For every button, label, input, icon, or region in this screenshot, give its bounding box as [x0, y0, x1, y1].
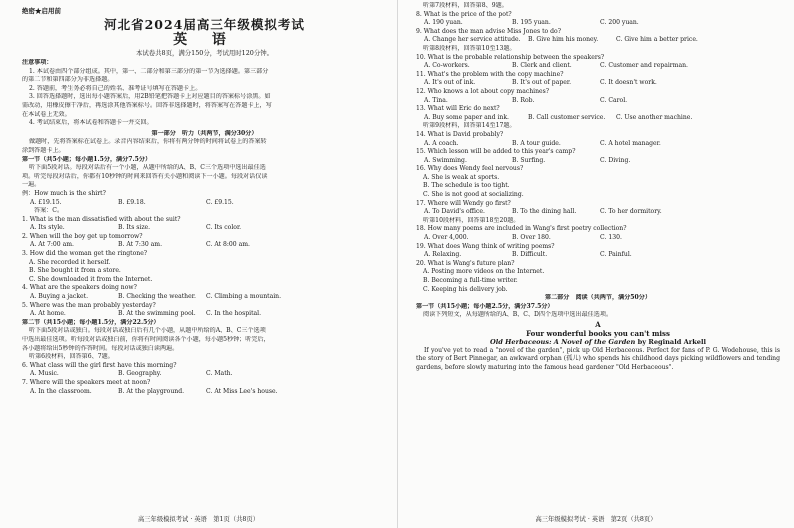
question-16: 16. Why does Wendy feel nervous? — [416, 165, 524, 173]
question-3: 3. How did the woman get the ringtone? — [22, 250, 148, 258]
option: B. To the dining hall. — [512, 208, 577, 216]
question-10: 10. What is the probable relationship between the speakers? — [416, 53, 605, 61]
question-6: 6. What class will the girl first have this morning? — [22, 361, 177, 369]
option: A. Co-workers. — [424, 62, 470, 70]
question-12-options — [416, 97, 780, 106]
option: B. At the playground. — [118, 387, 185, 395]
passage-subtitle — [416, 338, 780, 347]
option: C. At Miss Lee's house. — [206, 387, 278, 395]
option: B. Geography. — [118, 370, 162, 378]
question-2: 2. When will the boy get up tomorrow? — [22, 232, 143, 240]
option: C. 130. — [600, 234, 622, 242]
option: C. She is not good at socializing. — [423, 191, 524, 199]
page-two — [397, 0, 794, 528]
question-17: 17. Where will Wendy go first? — [416, 199, 511, 207]
note-line: 4. 考试结束后，将本试卷和答题卡一并交回。 — [29, 119, 153, 127]
option: A. Tina. — [424, 96, 448, 104]
option: C. 200 yuan. — [600, 19, 639, 27]
option: A. Posting more videos on the Internet. — [423, 268, 545, 276]
example-question — [22, 190, 387, 199]
question-13: 13. What will Eric do next? — [416, 105, 500, 113]
page-footer: 高三年级模拟考试 · 英语 第1页（共8页） — [137, 516, 260, 523]
section2-intro-line: 中选出最佳选项。听每段对话或独白前，你将有时间阅读各个小题，每小题5秒钟；听完后， — [22, 336, 270, 343]
page-footer: 高三年级模拟考试 · 英语 第2页（共8页） — [535, 516, 657, 523]
option: B. Checking the weather. — [118, 293, 196, 301]
passage-paragraph: If you've yet to read a "novel of the garden", pick up Old Herbaceous. Perfect for fans of P. G. Wodehouse, this is the story of Bert Pinnegar, an awkward orphan (孤儿) who spends his childhood days picking wildflowers and tending gardens, before slowly maturing into the famous head gardener "Old Herbaceous". — [416, 346, 780, 371]
example-label: 例： — [22, 189, 35, 197]
question-15-options — [416, 157, 780, 166]
part1-intro-line: 涂到答题卡上。 — [22, 146, 65, 154]
option: A. Music. — [30, 370, 59, 378]
question-5-options — [22, 310, 387, 319]
option: C. At 8:00 am. — [206, 241, 250, 249]
option: B. £9.18. — [118, 198, 146, 206]
passage-title: Four wonderful books you can't miss — [526, 328, 670, 338]
option: A. Relaxing. — [424, 251, 462, 259]
material-instruction: 听第7段材料，回答第8、9题。 — [423, 2, 508, 9]
question-6-options — [22, 370, 387, 379]
section1-intro-line: 一遍。 — [22, 181, 41, 189]
book-title: Old Herbaceous: A Novel of the Garden — [490, 337, 636, 346]
question-19: 19. What does Wang think of writing poems? — [416, 242, 555, 250]
option: B. Give him his money. — [528, 36, 599, 44]
note-line: 需改动，用橡皮擦干净后，再选涂其他答案标号。回答非选择题时，将答案写在答题卡上，写 — [22, 101, 272, 109]
option: B. Clerk and client. — [512, 62, 572, 70]
section2-intro-line: 各小题将给出5秒钟的作答时间。每段对话或独白读两遍。 — [22, 344, 179, 352]
option: C. Diving. — [600, 156, 631, 164]
question-2-options — [22, 241, 387, 250]
question-18: 18. How many poems are included in Wang's first poetry collection? — [416, 225, 627, 233]
option: B. At 7:30 am. — [118, 241, 163, 249]
material-instruction: 听第9段材料，回答第14至17题。 — [423, 122, 516, 130]
option: C. Climbing a mountain. — [206, 293, 282, 301]
question-13-options — [416, 114, 780, 123]
question-8-options — [416, 19, 780, 28]
option: A. A coach. — [424, 139, 459, 147]
option: A. She recorded it herself. — [29, 258, 111, 266]
material-instruction: 听第10段材料，回答第18至20题。 — [423, 216, 520, 224]
option: A. Change her service attitude. — [424, 36, 521, 44]
option: B. A tour guide. — [512, 139, 561, 147]
question-1-options — [22, 224, 387, 233]
option: B. It's out of paper. — [512, 79, 572, 87]
option: B. Difficult. — [512, 251, 548, 259]
section1-intro-line: 听下面5段对话。每段对话后有一个小题，从题中所给的A、B、C三个选项中选出最佳选 — [29, 164, 266, 172]
question-7-options — [22, 388, 387, 397]
question-10-options — [416, 62, 780, 71]
option: A. Its style. — [30, 224, 65, 232]
option: A. At home. — [30, 310, 66, 318]
exam-title: 河北省2024届高三年级模拟考试 — [104, 17, 305, 32]
note-line: 1. 本试卷由四个部分组成。其中，第一、二部分和第三部分的第一节为选择题。第三部分 — [29, 67, 269, 75]
option: C. Painful. — [600, 251, 632, 259]
option: B. Call customer service. — [528, 113, 606, 121]
option: A. Buy some paper and ink. — [424, 113, 509, 121]
option: C. Use another machine. — [616, 113, 693, 121]
option: B. Surfing. — [512, 156, 546, 164]
question-5: 5. Where was the man probably yesterday? — [22, 301, 156, 309]
secret-mark: 绝密★启用前 — [22, 7, 61, 15]
option: A. It's out of ink. — [424, 79, 476, 87]
option: A. She is weak at sports. — [423, 173, 500, 181]
option: C. She downloaded it from the Internet. — [29, 275, 153, 283]
question-9-options — [416, 36, 780, 45]
material-instruction: 听第8段材料，回答第10至13题。 — [423, 44, 516, 52]
option: B. Over 180. — [512, 234, 551, 242]
section1-intro-line: 项。听完每段对话后，你都有10秒钟的时间来回答有关小题和阅读下一小题。每段对话仅读 — [22, 172, 268, 180]
option: C. It doesn't work. — [600, 79, 657, 87]
option: A. Swimming. — [424, 156, 467, 164]
option: B. At the swimming pool. — [118, 310, 196, 318]
question-9: 9. What does the man advise Miss Jones to do? — [416, 27, 561, 35]
option: C. Its color. — [206, 224, 242, 232]
question-17-options — [416, 208, 780, 217]
part2-heading: 第二部分 阅读（共两节，满分50分） — [545, 294, 651, 302]
question-1: 1. What is the man dissatisfied with about the suit? — [22, 215, 181, 223]
question-7: 7. Where will the speakers meet at noon? — [22, 378, 151, 386]
question-4: 4. What are the speakers doing now? — [22, 284, 137, 292]
example-answer: 答案：C。 — [34, 207, 64, 215]
note-line: 的第二节和第四部分为非选择题。 — [22, 76, 114, 84]
question-11: 11. What's the problem with the copy machine? — [416, 70, 564, 78]
section2-intro-line: 听下面5段对话或独白。每段对话或独白后有几个小题，从题中所给的A、B、C三个选项 — [29, 327, 266, 335]
question-14: 14. What is David probably? — [416, 130, 504, 138]
option: B. Becoming a full-time writer. — [423, 277, 518, 284]
section1-heading: 第一节（共5小题；每小题1.5分，满分7.5分） — [22, 155, 152, 163]
passage-letter: A — [595, 319, 601, 329]
option: B. Rob. — [512, 96, 535, 104]
option: A. In the classroom. — [30, 387, 92, 395]
question-12: 12. Who knows a lot about copy machines? — [416, 87, 550, 95]
question-4-options — [22, 293, 387, 302]
option: C. Carol. — [600, 96, 628, 104]
question-20: 20. What is Wang's future plan? — [416, 259, 515, 267]
section2-heading: 第二节（共15小题；每小题1.5分，满分22.5分） — [22, 318, 160, 326]
option: C. In the hospital. — [206, 310, 262, 318]
option: C. Math. — [206, 370, 233, 378]
option: A. Buying a jacket. — [30, 293, 89, 301]
example-options — [22, 199, 387, 208]
material-instruction: 听第6段材料，回答第6、7题。 — [29, 353, 114, 361]
option: C. Give him a better price. — [616, 36, 698, 44]
note-line: 3. 回答选择题时，选出每小题答案后，用2B铅笔把答题卡上对应题目的答案标号涂黑。如 — [29, 93, 271, 101]
part2-section1-intro: 阅读下列短文，从每题所给的A、B、C、D四个选项中选出最佳选项。 — [423, 311, 613, 319]
option: B. 195 yuan. — [512, 19, 551, 27]
notes-heading: 注意事项： — [22, 59, 53, 66]
option: C. Keeping his delivery job. — [423, 285, 508, 293]
option: B. She bought it from a store. — [29, 267, 121, 275]
option: B. The schedule is too tight. — [423, 182, 510, 190]
note-line: 2. 答题前，考生务必将自己的姓名、准考证号填写在答题卡上。 — [29, 84, 202, 92]
option: A. 190 yuan. — [424, 19, 463, 27]
book-author: by Reginald Arkell — [635, 337, 706, 346]
question-19-options — [416, 251, 780, 260]
example-question-text: How much is the shirt? — [34, 189, 106, 197]
subject-title: 英 语 — [173, 32, 236, 48]
option: A. To David's office. — [424, 208, 485, 216]
part1-heading: 第一部分 听力（共两节，满分30分） — [151, 129, 258, 137]
option: C. To her dormitory. — [600, 208, 662, 216]
question-18-options — [416, 234, 780, 243]
option: A. £19.15. — [30, 198, 62, 206]
question-11-options — [416, 79, 780, 88]
option: C. £9.15. — [206, 198, 234, 206]
part1-intro-line: 做题时，先将答案标在试卷上。录音内容结束后，你将有两分钟的时间将试卷上的答案转 — [29, 138, 267, 146]
question-8: 8. What is the price of the pot? — [416, 10, 512, 18]
question-15: 15. Which lesson will be added to this year's camp? — [416, 148, 576, 156]
option: A. Over 4,000. — [424, 234, 469, 242]
option: C. Customer and repairman. — [600, 62, 688, 70]
exam-meta: 本试卷共8页，满分150分，考试用时120分钟。 — [135, 49, 274, 57]
option: C. A hotel manager. — [600, 139, 661, 147]
option: A. At 7:00 am. — [30, 241, 74, 249]
question-14-options — [416, 140, 780, 149]
note-line: 在本试卷上无效。 — [22, 110, 71, 118]
option: B. Its size. — [118, 224, 151, 232]
part2-section1-heading: 第一节（共15小题；每小题2.5分，满分37.5分） — [416, 302, 554, 310]
